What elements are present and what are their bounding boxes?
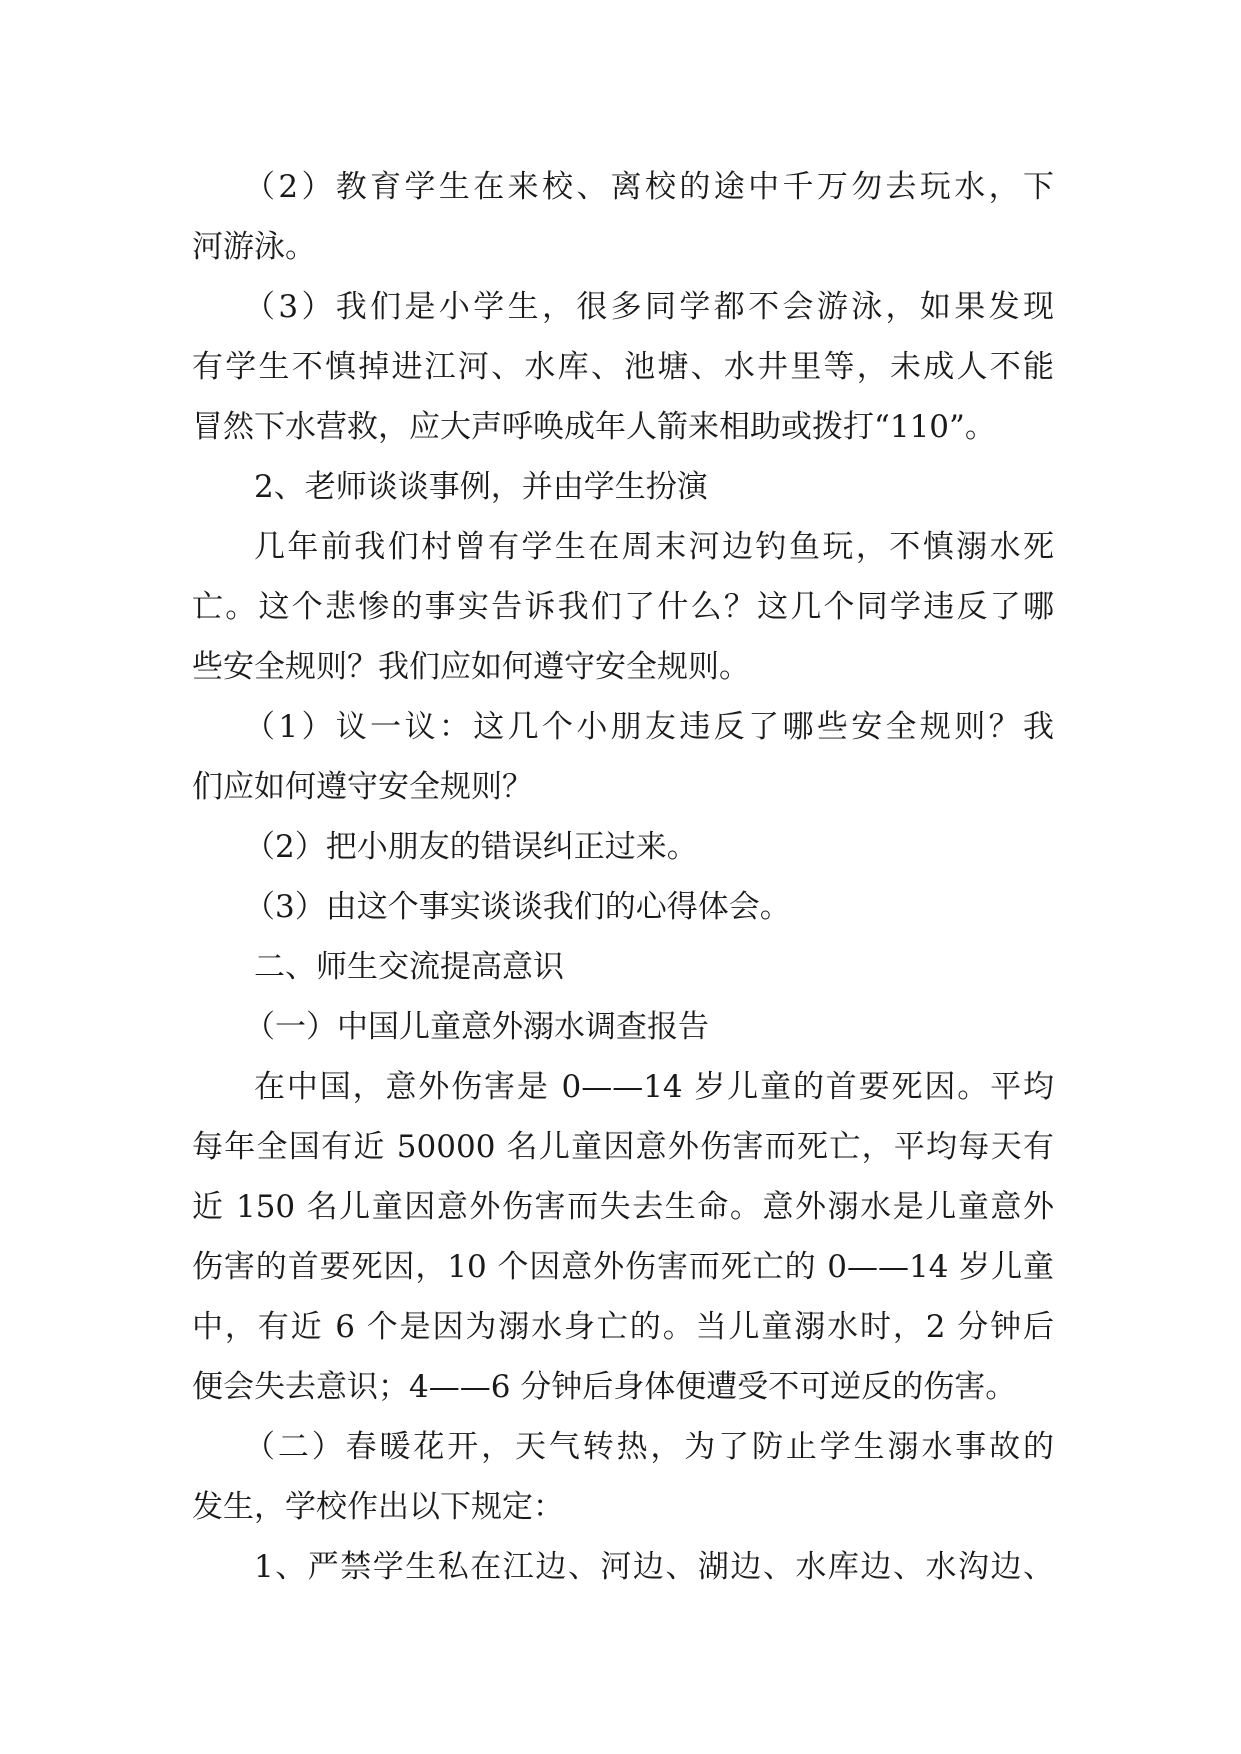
text-line: 河游泳。 bbox=[192, 229, 316, 265]
text-line: 们应如何遵守安全规则？ bbox=[192, 769, 533, 805]
text-line: 冒然下水营救，应大声呼唤成年人箭来相助或拨打“110”。 bbox=[192, 409, 996, 445]
text-line: 中，有近 6 个是因为溺水身亡的。当儿童溺水时，2 分钟后 bbox=[192, 1309, 1054, 1345]
text-line: （1）议一议：这几个小朋友违反了哪些安全规则？我 bbox=[244, 709, 1054, 745]
text-line: 近 150 名儿童因意外伤害而失去生命。意外溺水是儿童意外 bbox=[192, 1189, 1054, 1225]
text-line: （2）教育学生在来校、离校的途中千万勿去玩水，下 bbox=[244, 169, 1054, 205]
text-line: 在中国，意外伤害是 0——14 岁儿童的首要死因。平均 bbox=[254, 1069, 1054, 1105]
text-line: （3）我们是小学生，很多同学都不会游泳，如果发现 bbox=[244, 289, 1054, 325]
text-line: 有学生不慎掉进江河、水库、池塘、水井里等，未成人不能 bbox=[192, 349, 1054, 385]
text-line: （2）把小朋友的错误纠正过来。 bbox=[244, 829, 698, 865]
text-line: （一）中国儿童意外溺水调查报告 bbox=[244, 1009, 709, 1045]
document-body bbox=[192, 157, 1054, 1597]
text-line: （3）由这个事实谈谈我们的心得体会。 bbox=[244, 889, 791, 925]
text-line: 些安全规则？我们应如何遵守安全规则。 bbox=[192, 649, 750, 685]
text-line: 1、严禁学生私在江边、河边、湖边、水库边、水沟边、 bbox=[254, 1549, 1054, 1585]
text-line: 便会失去意识；4——6 分钟后身体便遭受不可逆反的伤害。 bbox=[192, 1369, 1017, 1405]
text-line: 几年前我们村曾有学生在周末河边钓鱼玩，不慎溺水死 bbox=[254, 529, 1054, 565]
text-line: 2、老师谈谈事例，并由学生扮演 bbox=[254, 469, 708, 505]
text-line: 伤害的首要死因，10 个因意外伤害而死亡的 0——14 岁儿童 bbox=[192, 1249, 1054, 1285]
text-line: 亡。这个悲惨的事实告诉我们了什么？这几个同学违反了哪 bbox=[192, 589, 1054, 625]
text-line: 发生，学校作出以下规定： bbox=[192, 1489, 564, 1525]
text-line: 二、师生交流提高意识 bbox=[254, 949, 564, 985]
text-line: 每年全国有近 50000 名儿童因意外伤害而死亡，平均每天有 bbox=[192, 1129, 1054, 1165]
text-line: （二）春暖花开，天气转热，为了防止学生溺水事故的 bbox=[244, 1429, 1054, 1465]
